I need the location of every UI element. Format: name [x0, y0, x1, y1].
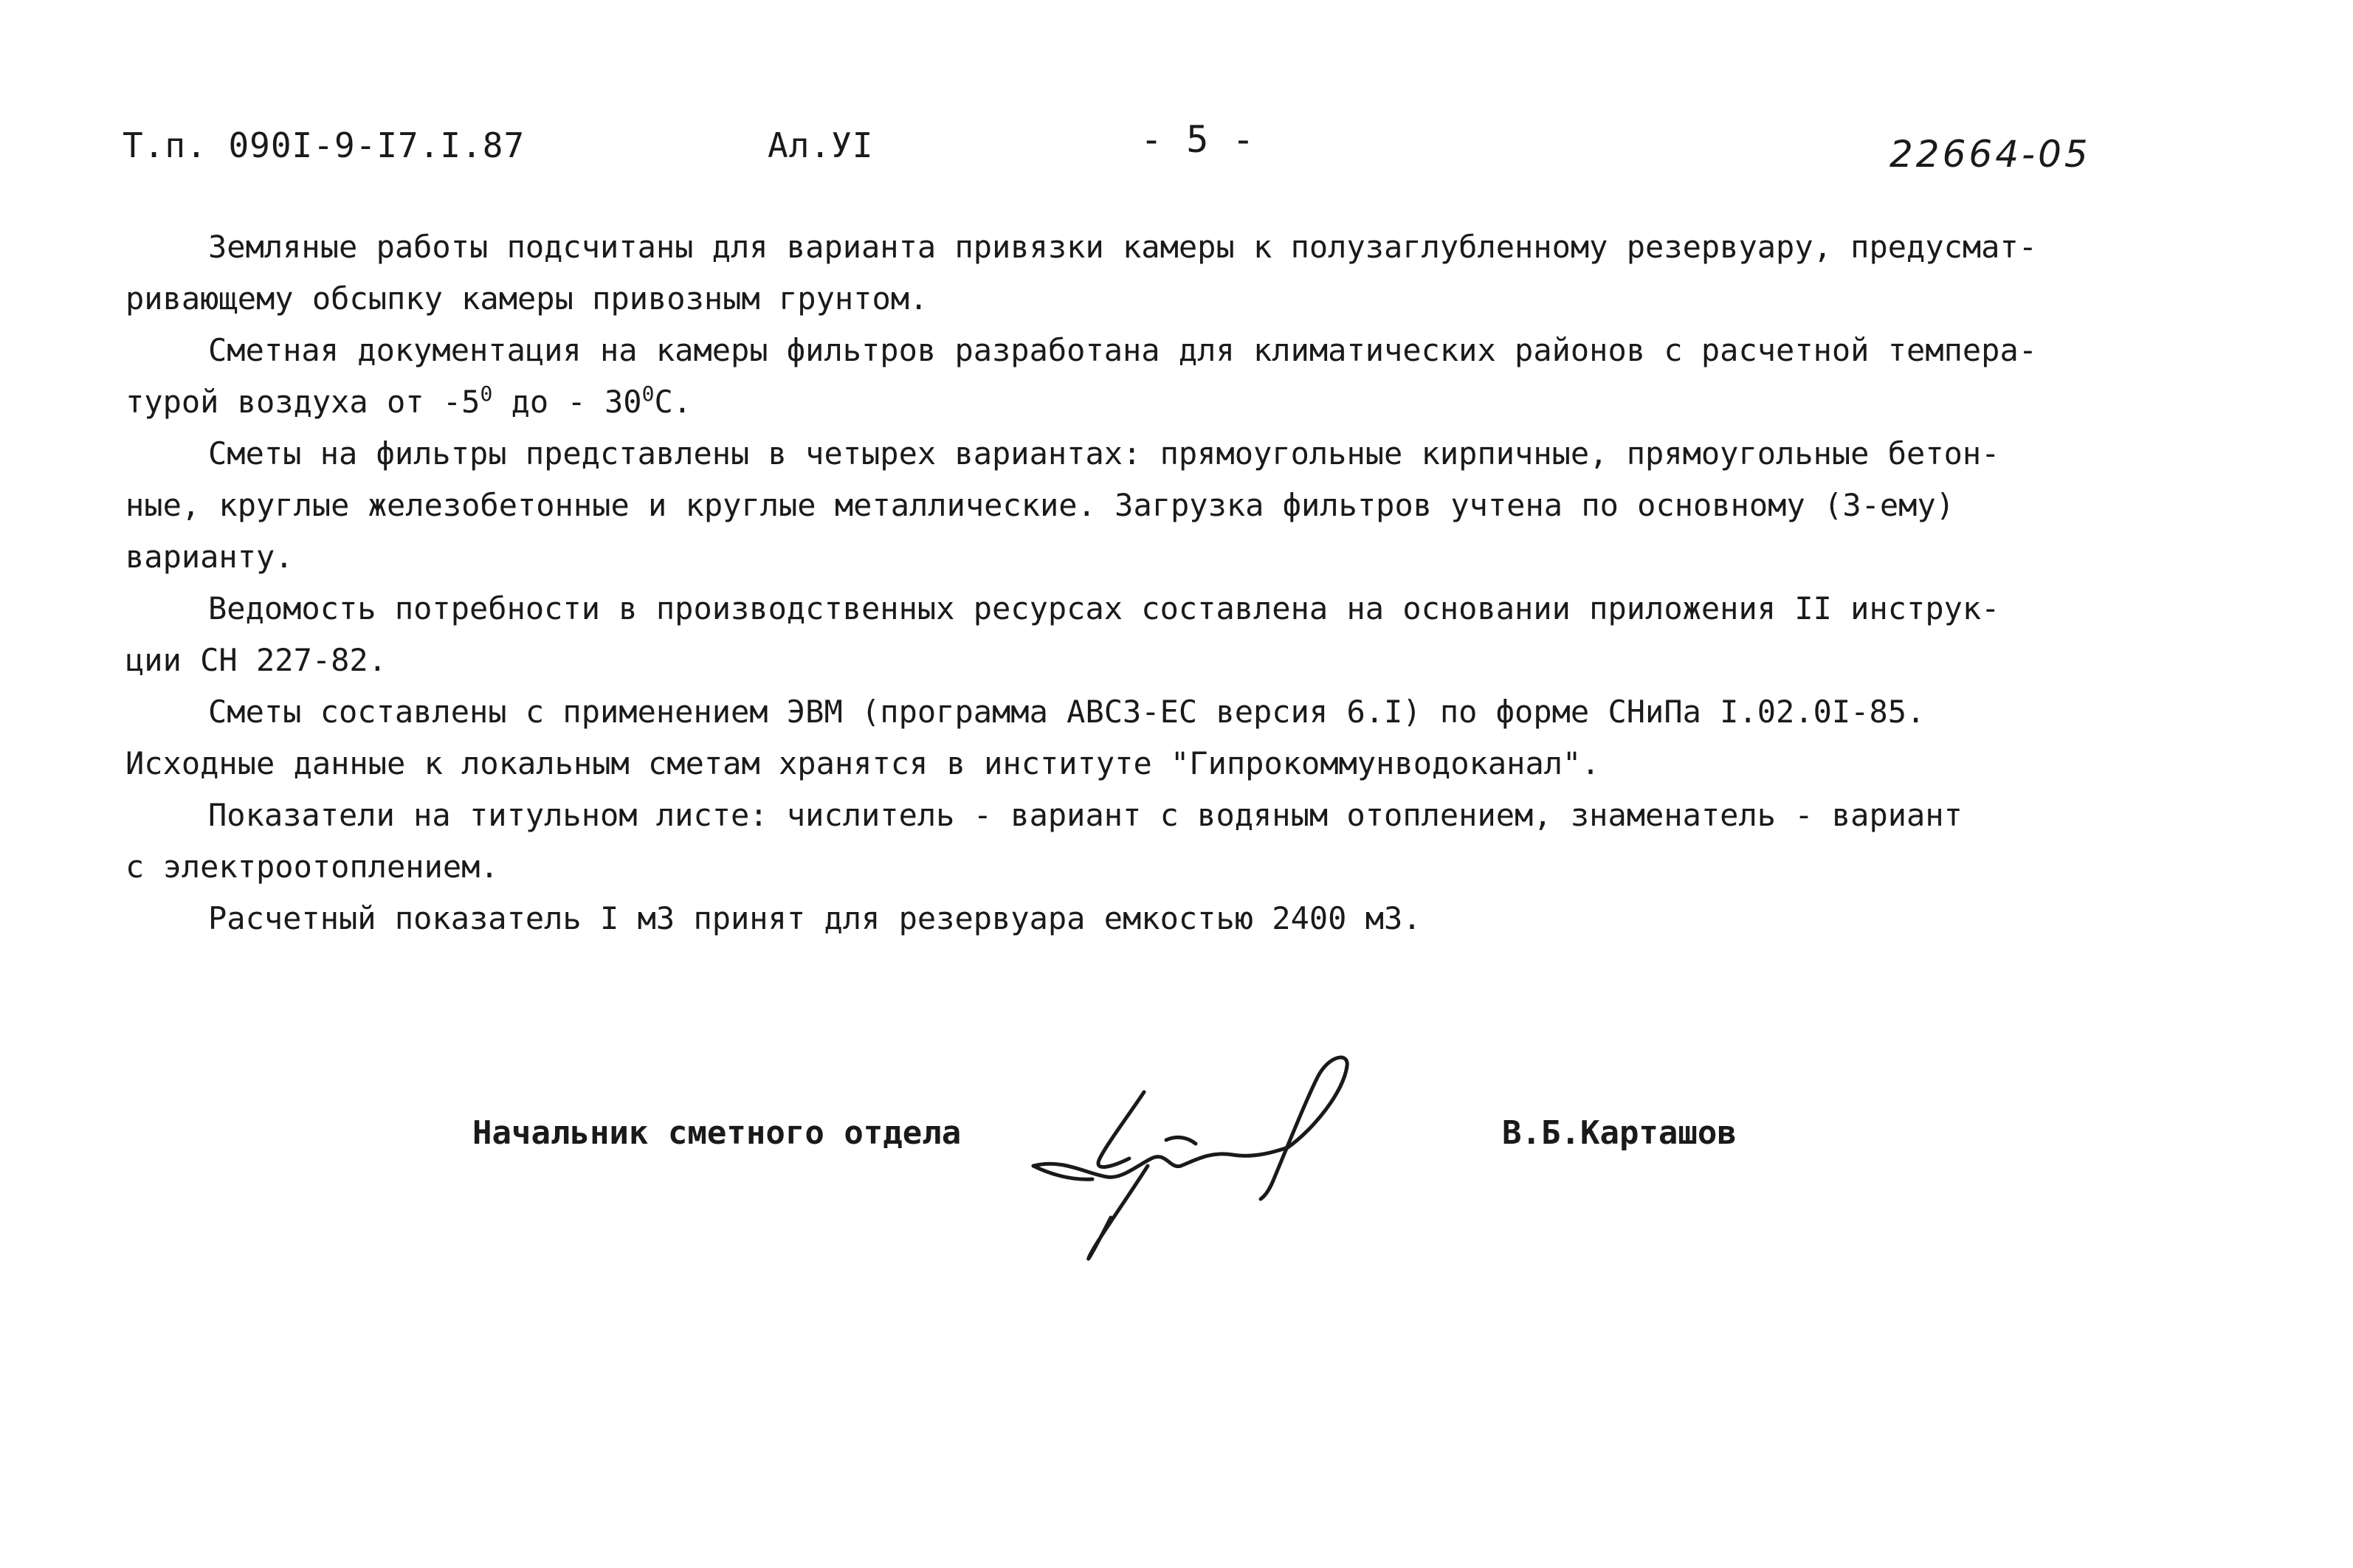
album-number: Ал.УI: [768, 125, 874, 165]
document-code: Т.п. 090I-9-I7.I.87: [123, 125, 526, 165]
paragraph-3-line-1: Сметы на фильтры представлены в четырех вариантах: прямоугольные кирпичные, прямоугольные бетон-: [208, 435, 2000, 472]
paragraph-3-line-3: варианту.: [125, 539, 294, 575]
temperature-text-a: турой воздуха от -5: [125, 384, 480, 420]
paragraph-2-line-2: [125, 376, 2236, 428]
degree-superscript-2: 0: [641, 381, 655, 406]
paragraph-5-line-1: Сметы составлены с применением ЭВМ (программа АВСЗ-ЕС версия 6.I) по форме СНиПа I.02.0I-85.: [208, 694, 1926, 730]
paragraph-6-line-1: Показатели на титульном листе: числитель - вариант с водяным отоплением, знаменатель - вариант: [208, 797, 1963, 833]
signature-stroke-6: [1166, 1137, 1196, 1144]
paragraph-1-line-1: Земляные работы подсчитаны для варианта привязки камеры к полузаглубленному резервуару, предусмат-: [208, 229, 2038, 265]
inventory-number: 22664-05: [1889, 133, 2091, 176]
degree-superscript-1: 0: [480, 381, 493, 406]
paragraph-1-line-2: ривающему обсыпку камеры привозным грунтом.: [125, 280, 929, 317]
paragraph-3-line-2: ные, круглые железобетонные и круглые металлические. Загрузка фильтров учтена по основному (3-ему): [125, 487, 1955, 523]
signature-stroke-3: [1033, 1166, 1092, 1179]
signatory-name: В.Б.Карташов: [1502, 1114, 1737, 1152]
page-number: - 5 -: [1140, 118, 1255, 161]
signature-stroke-2: [1033, 1147, 1288, 1177]
paragraph-7-line-1: Расчетный показатель I м3 принят для резервуара емкостью 2400 м3.: [208, 900, 1422, 936]
paragraph-2-line-1: Сметная документация на камеры фильтров разработана для климатических районов с расчетной темпера-: [208, 332, 2038, 368]
paragraph-5-line-2: Исходные данные к локальным сметам хранятся в институте "Гипрокоммунводоканал".: [125, 745, 1600, 781]
paragraph-4-line-1: Ведомость потребности в производственных ресурсах составлена на основании приложения II инструк-: [208, 590, 2000, 626]
signature-stroke-1: [1098, 1092, 1144, 1167]
signoff-title: Начальник сметного отдела: [472, 1114, 962, 1152]
paragraph-6-line-2: с электроотоплением.: [125, 849, 499, 885]
temperature-text-c: С.: [654, 384, 692, 420]
temperature-text-b: до - 30: [492, 384, 642, 420]
signature-stroke-5: [1261, 1057, 1347, 1199]
explanatory-text: [125, 221, 2236, 944]
handwritten-signature: [1019, 1048, 1358, 1262]
signature-stroke-4: [1089, 1166, 1148, 1259]
paragraph-4-line-2: ции СН 227-82.: [125, 642, 387, 678]
